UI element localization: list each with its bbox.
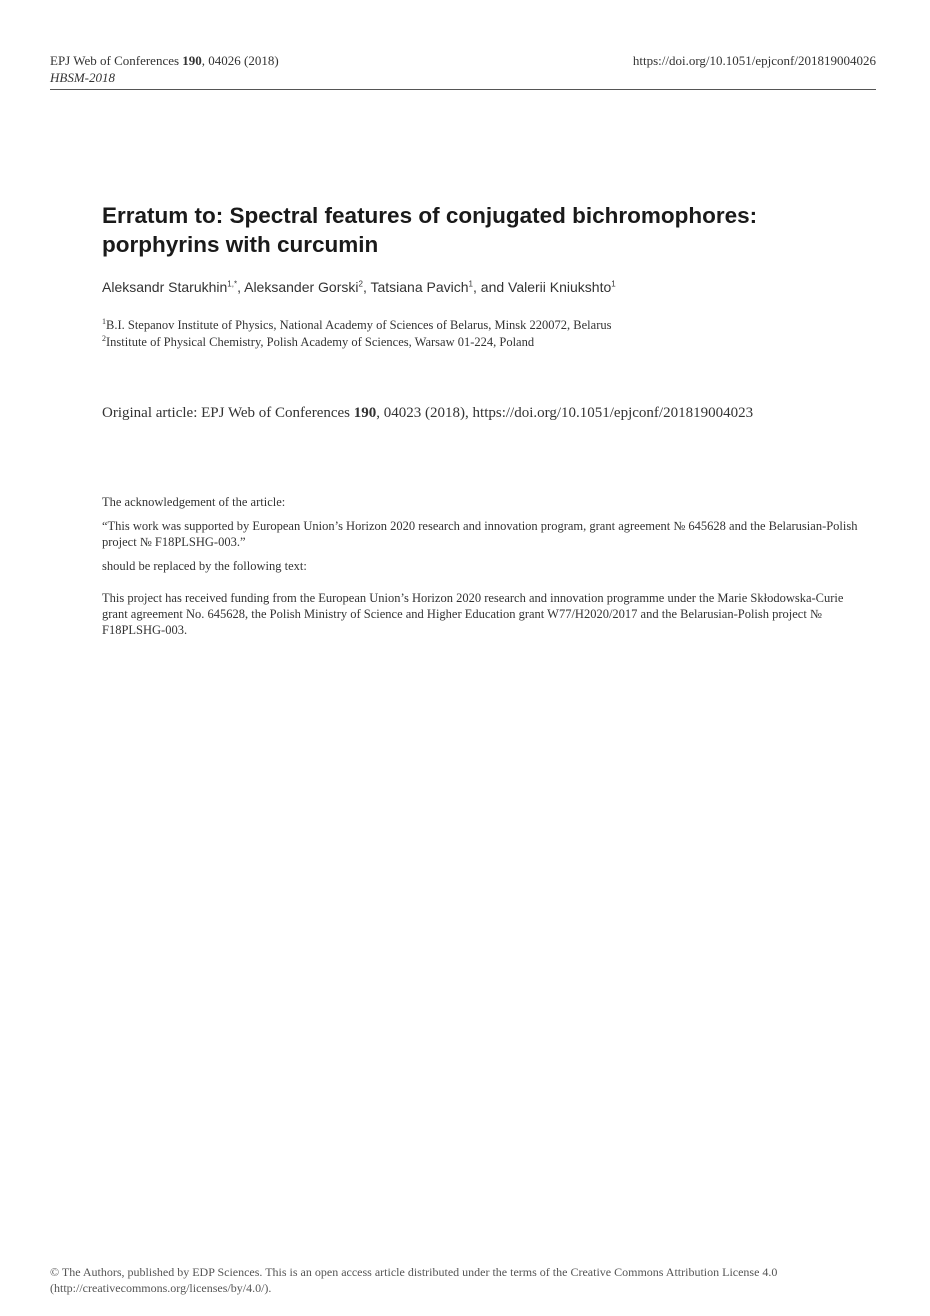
body-intro: The acknowledgement of the article: [102,495,286,509]
original-article-reference: Original article: EPJ Web of Conferences 190, 04023 (2018), https://doi.org/10.1051/epjconf/201819004023 [102,405,754,421]
original-acknowledgement: “This work was supported by European Union’s Horizon 2020 research and innovation program, grant agreement № 645628 and the Belarusian-Polish project № F18PLSHG-003.” [102,519,858,549]
erratum-body [102,494,872,646]
journal-citation: EPJ Web of Conferences 190, 04026 (2018) [50,53,279,68]
volume-number: 190 [182,53,202,68]
paper-title: Erratum to: Spectral features of conjugated bichromophores: porphyrins with curcumin [102,203,758,257]
author: Tatsiana Pavich$^1$, and [370,279,509,295]
replacement-instruction: should be replaced by the following text: [102,559,307,573]
affiliations [102,317,862,351]
author: Valerii Kniukshto$^1$ [508,279,616,295]
affiliation: $^2$Institute of Physical Chemistry, Polish Academy of Sciences, Warsaw 01-224, Poland [102,333,535,349]
license-footer [50,1264,880,1296]
running-header [50,52,876,86]
author: Aleksander Gorski$^2$, [244,279,371,295]
header-divider [50,89,876,90]
license-url[interactable]: (http://creativecommons.org/licenses/by/4.0/). [50,1281,272,1295]
author-list [102,279,862,295]
corrected-acknowledgement: This project has received funding from the European Union’s Horizon 2020 research and innovation programme under the Marie Skłodowska-Curie grant agreement No. 645628, the Polish Ministry of Science and Higher Education grant W77/H2020/2017 and the Belarusian-Polish project № F18PLSHG-003. [102,591,844,637]
license-text: © The Authors, published by EDP Sciences. This is an open access article distributed under the terms of the Creative Commons Attribution License 4.0 [50,1265,778,1279]
conference-name: HBSM-2018 [50,70,115,85]
header-doi-link[interactable]: https://doi.org/10.1051/epjconf/201819004026 [632,53,876,68]
author: Aleksandr Starukhin$^{1,*}$, [102,279,245,295]
affiliation: $^1$B.I. Stepanov Institute of Physics, National Academy of Sciences of Belarus, Minsk 220072, Belarus [102,316,612,332]
